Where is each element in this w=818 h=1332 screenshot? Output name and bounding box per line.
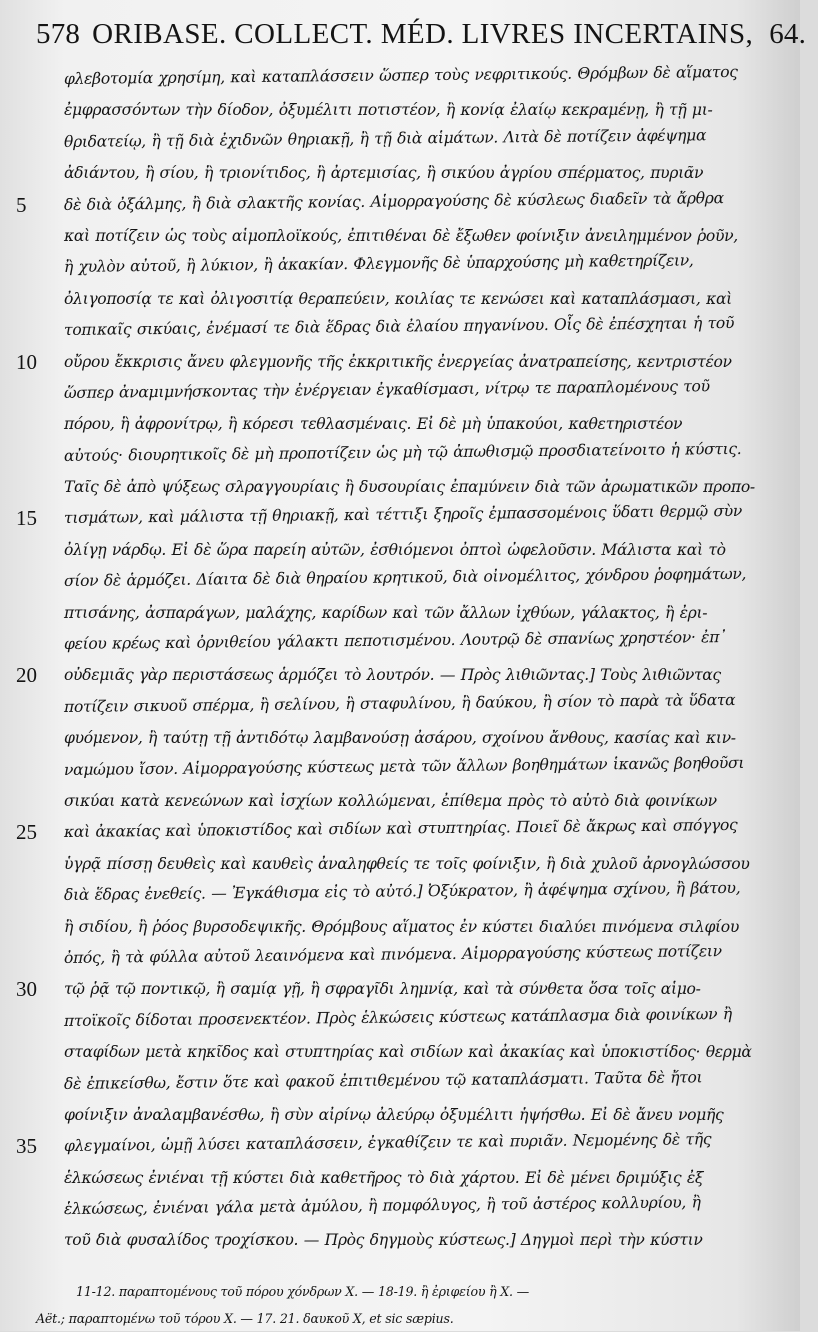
line-text: οὔρου ἔκκρισις ἄνευ φλεγμονῆς τῆς ἐκκριτικῆς ἐνεργείας ἀνατραπείσης, κεντριστέον [64, 352, 732, 371]
line-text: τοῦ διὰ φυσαλίδος τροχίσκου. — Πρὸς δηγμοὺς κύστεως.] Δηγμοὶ περὶ τὴν κύστιν [64, 1231, 703, 1250]
greek-text-body [0, 64, 800, 1257]
line-text: ποτίζειν σικυοῦ σπέρμα, ἢ σελίνου, ἢ σταφυλίνου, ἢ δαύκου, ἢ σίον τὸ παρὰ τὰ ὕδατα [63, 690, 736, 716]
line-text: φλεγμαίνοι, ὠμῇ λύσει καταπλάσσειν, ἐγκαθίζειν τε καὶ πυριᾶν. Νεμομένης δὲ τῆς [63, 1130, 712, 1156]
text-line [0, 503, 800, 534]
line-text: ναμώμου ἴσον. Αἱμορραγούσης κύστεως μετὰ τῶν ἄλλων βοηθημάτων ἱκανῶς βοηθοῦσι [63, 753, 745, 779]
line-text: ἢ χυλὸν αὐτοῦ, ἢ λύκιον, ἢ ἀκακίαν. Φλεγμονῆς δὲ ὑπαρχούσης μὴ καθετηρίζειν, [63, 251, 694, 277]
line-number: 10 [16, 349, 37, 374]
line-text: τῷ ῥᾷ τῷ ποντικῷ, ἢ σαμίᾳ γῇ, ἢ σφραγῖδι λημνίᾳ, καὶ τὰ σύνθετα ὅσα τοῖς αἱμο- [64, 980, 701, 999]
text-line [0, 315, 800, 346]
footnote-line: Aët.; παραπτομένω τοῦ τόρου X. — 17. 21. δαυκοῦ X, et sic sæpius. [36, 1311, 454, 1326]
line-text: σταφίδων μετὰ κηκῖδος καὶ στυπτηρίας καὶ σιδίων καὶ ἀκακίας καὶ ὑποκιστίδος· θερμὰ [64, 1043, 752, 1062]
line-number: 15 [16, 506, 37, 531]
text-line [0, 1069, 800, 1100]
line-text: ἑλκώσεως, ἐνιέναι γάλα μετὰ ἀμύλου, ἢ πομφόλυγος, ἢ τοῦ ἀστέρος κολλυρίου, ἢ [63, 1193, 701, 1219]
footnotes [36, 1278, 776, 1332]
line-text: πόρου, ἢ ἀφρονίτρῳ, ἢ κόρεσι τεθλασμέναις. Εἰ δὲ μὴ ὑπακούοι, καθετηριστέον [64, 415, 683, 434]
line-text: πτισάνης, ἀσπαράγων, μαλάχης, καρίδων καὶ τῶν ἄλλων ἰχθύων, γάλακτος, ἢ ἐρι- [64, 603, 708, 622]
line-text: καὶ ἀκακίας καὶ ὑποκιστίδος καὶ σιδίων καὶ στυπτηρίας. Ποιεῖ δὲ ἄκρως καὶ σπόγγος [63, 816, 738, 842]
text-line [0, 190, 800, 221]
line-text: δὲ διὰ ὀξάλμης, ἢ διὰ σλακτῆς κονίας. Αἱμορραγούσης δὲ κύσλεως διαδεῖν τὰ ἄρθρα [63, 188, 724, 214]
line-number: 20 [16, 663, 37, 688]
text-line [0, 127, 800, 158]
line-number: 25 [16, 820, 37, 845]
line-text: ὀπός, ἢ τὰ φύλλα αὐτοῦ λεαινόμενα καὶ πινόμενα. Αἱμορραγούσης κύστεως ποτίζειν [63, 942, 722, 967]
running-head [36, 18, 807, 62]
text-line [0, 817, 800, 848]
page-number: 578 [36, 18, 81, 50]
text-line [0, 1131, 800, 1162]
text-line [0, 64, 800, 95]
line-text: τοπικαῖς σικύαις, ἐνέμασί τε διὰ ἕδρας διὰ ἐλαίου πηγανίνου. Οἷς δὲ ἐπέσχηται ἡ τοῦ [63, 314, 735, 340]
line-text: τισμάτων, καὶ μάλιστα τῇ θηριακῇ, καὶ τέττιξι ξηροῖς ἐμπασσομένοις ὕδατι θερμῷ σὺν [63, 502, 743, 528]
line-text: ὀλιγοποσίᾳ τε καὶ ὀλιγοσιτίᾳ θεραπεύειν, κοιλίας τε κενώσει καὶ καταπλάσμασι, καὶ [64, 289, 732, 308]
text-line [0, 692, 800, 723]
line-text: καὶ ποτίζειν ὡς τοὺς αἱμοπλοϊκούς, ἐπιτιθέναι δὲ ἔξωθεν φοίνιξιν ἀνειλημμένον ῥοῦν, [64, 226, 738, 245]
line-text: διὰ ἕδρας ἐνεθείς. — Ἐγκάθισμα εἰς τὸ αὐτό.] Ὀξύκρατον, ἢ ἀφέψημα σχίνου, ἢ βάτου, [63, 879, 741, 905]
line-text: Ταῖς δὲ ἀπὸ ψύξεως σλραγγουρίαις ἢ δυσουρίαις ἐπαμύνειν διὰ τῶν ἀρωματικῶν προπο- [64, 478, 755, 497]
text-line [0, 566, 800, 597]
line-text: σίον δὲ ἁρμόζει. Δίαιτα δὲ διὰ θηραίου κρητικοῦ, διὰ οἰνομέλιτος, χόνδρου ῥοφημάτων, [63, 565, 747, 591]
footnote-line: 11-12. παραπτομένους τοῦ πόρου χόνδρων X. — 18-19. ἢ ἐριφείου ἢ X. — [76, 1284, 530, 1299]
text-line [0, 629, 800, 660]
text-line [0, 441, 800, 472]
line-text: πτοϊκοῖς δίδοται προσενεκτέον. Πρὸς ἑλκώσεις κύστεως κατάπλασμα διὰ φοινίκων ἢ [63, 1004, 732, 1030]
line-text: ἀδιάντου, ἢ σίου, ἢ τριονίτιδος, ἢ ἀρτεμισίας, ἢ σικύου ἀγρίου σπέρματος, πυριᾶν [64, 164, 704, 183]
line-text: φείου κρέως καὶ ὀρνιθείου γάλακτι πεποτισμένου. Λουτρῷ δὲ σπανίως χρηστέον· ἐπ᾽ [63, 628, 727, 654]
line-text: δὲ ἐπικείσθω, ἔστιν ὅτε καὶ φακοῦ ἐπιτιθεμένου τῷ καταπλάσματι. Ταῦτα δὲ ἤτοι [63, 1067, 703, 1093]
line-text: ὑγρᾷ πίσσῃ δευθεὶς καὶ καυθεὶς ἀναληφθείς τε τοῖς φοίνιξιν, ἢ διὰ χυλοῦ ἀρνογλώσσου [64, 854, 750, 873]
line-text: ἑλκώσεως ἐνιέναι τῇ κύστει διὰ καθετῆρος τὸ διὰ χάρτου. Εἰ δὲ μένει δριμύξις ἐξ [64, 1168, 704, 1187]
line-text: θριδατείῳ, ἢ τῇ διὰ ἐχιδνῶν θηριακῇ, ἢ τῇ διὰ αἱμάτων. Λιτὰ δὲ ποτίζειν ἀφέψημα [63, 126, 707, 151]
text-line [0, 252, 800, 283]
text-line [0, 1006, 800, 1037]
line-text: φλεβοτομία χρησίμη, καὶ καταπλάσσειν ὥσπερ τοὺς νεφριτικούς. Θρόμβων δὲ αἵματος [63, 62, 738, 88]
line-text: οὐδεμιᾶς γὰρ περιστάσεως ἁρμόζει τὸ λουτρόν. — Πρὸς λιθιῶντας.] Τοὺς λιθιῶντας [64, 666, 721, 685]
line-text: ἢ σιδίου, ἢ ῥόος βυρσοδεψικῆς. Θρόμβους αἵματος ἐν κύστει διαλύει πινόμενα σιλφίου [64, 917, 739, 936]
line-text: σικύαι κατὰ κενεώνων καὶ ἰσχίων κολλώμεναι, ἐπίθεμα πρὸς τὸ αὐτὸ διὰ φοινίκων [64, 791, 717, 810]
page-title: ORIBASE. COLLECT. MÉD. LIVRES INCERTAINS, [92, 18, 754, 50]
line-text: ὀλίγῃ νάρδῳ. Εἰ δὲ ὥρα παρείη αὐτῶν, ἐσθιόμενοι ὀπτοὶ ὠφελοῦσιν. Μάλιστα καὶ τὸ [64, 540, 726, 559]
text-line [0, 880, 800, 911]
section-number: 64. [769, 18, 807, 50]
line-text: ἐμφρασσόντων τὴν δίοδον, ὀξυμέλιτι ποτιστέον, ἢ κονίᾳ ἐλαίῳ κεκραμένῃ, ἢ τῇ μι- [64, 101, 713, 120]
text-line [0, 1194, 800, 1225]
line-text: φοίνιξιν ἀναλαμβανέσθω, ἢ σὺν αἰρίνῳ ἀλεύρῳ ὀξυμέλιτι ἡψήσθω. Εἰ δὲ ἄνευ νομῆς [64, 1105, 724, 1124]
line-number: 35 [16, 1134, 37, 1159]
line-text: αὐτούς· διουρητικοῖς δὲ μὴ προποτίζειν ὡς μὴ τῷ ἀπωθισμῷ προσδιατείνοιτο ἡ κύστις. [63, 439, 742, 465]
text-line [0, 378, 800, 409]
text-line [0, 1225, 800, 1256]
line-number: 30 [16, 977, 37, 1002]
text-line [0, 755, 800, 786]
line-text: ὥσπερ ἀναμιμνήσκοντας τὴν ἐνέργειαν ἐγκαθίσμασι, νίτρῳ τε παραπλομένους τοῦ [63, 377, 710, 402]
line-text: φυόμενον, ἢ ταύτῃ τῇ ἀντιδότῳ λαμβανούσῃ ἀσάρου, σχοίνου ἄνθους, κασίας καὶ κιν- [64, 729, 736, 748]
text-line [0, 943, 800, 974]
line-number: 5 [16, 192, 27, 217]
